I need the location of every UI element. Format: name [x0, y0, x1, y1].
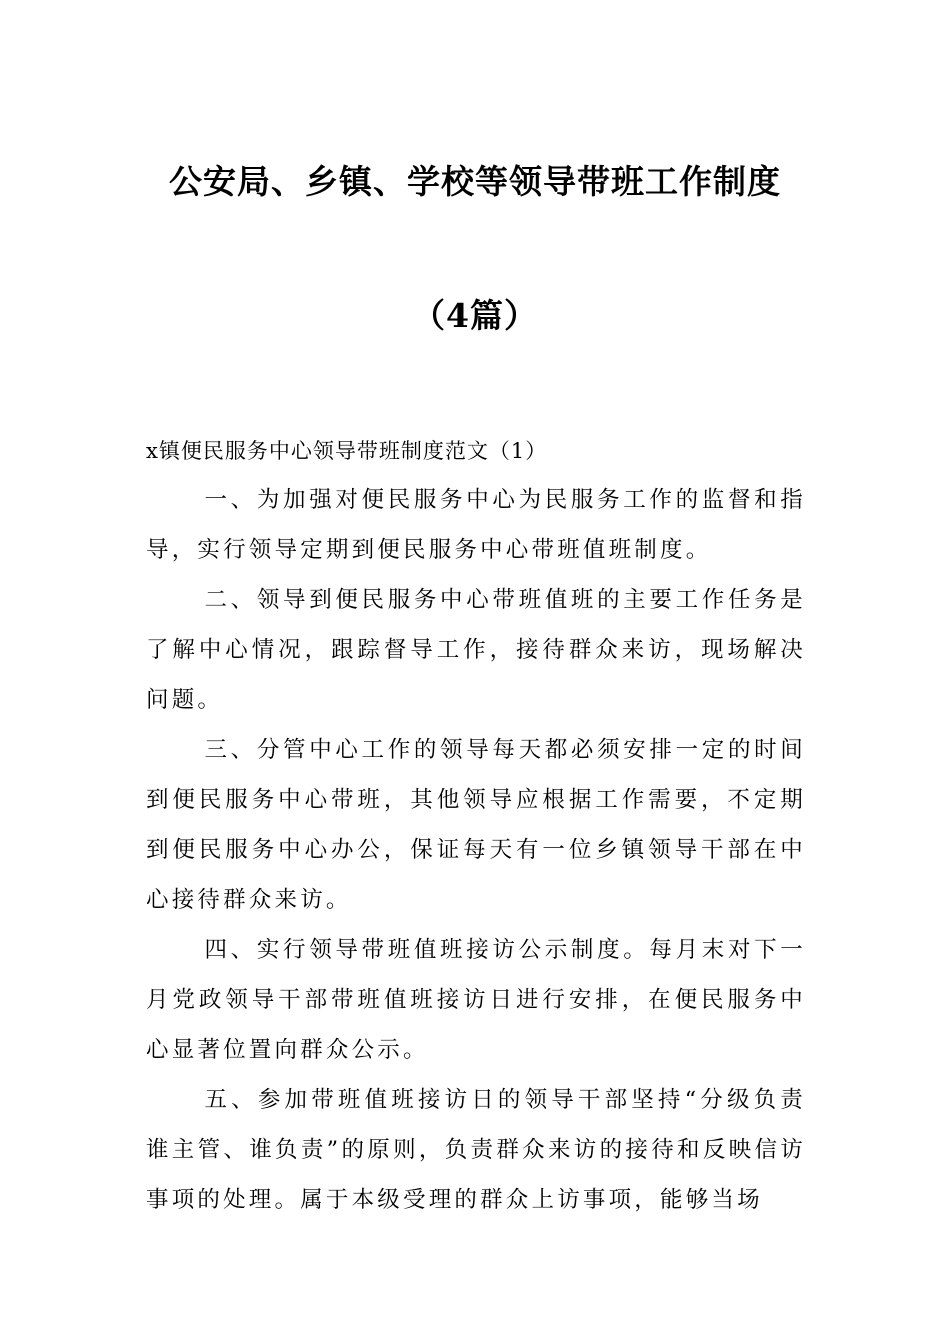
document-title: 公安局、乡镇、学校等领导带班工作制度: [169, 162, 781, 201]
paragraph: 四、实行领导带班值班接访公示制度。每月末对下一月党政领导干部带班值班接访日进行安排，在便民服务中心显著位置向群众公示。: [146, 937, 806, 1063]
document-body: [146, 475, 806, 1225]
paragraph: 二、领导到便民服务中心带班值班的主要工作任务是了解中心情况，跟踪督导工作，接待群众来访，现场解决问题。: [146, 587, 806, 713]
paragraph: 一、为加强对便民服务中心为民服务工作的监督和指导，实行领导定期到便民服务中心带班值班制度。: [146, 487, 806, 563]
paragraph: 三、分管中心工作的领导每天都必须安排一定的时间到便民服务中心带班，其他领导应根据工作需要，不定期到便民服务中心办公，保证每天有一位乡镇领导干部在中心接待群众来访。: [146, 737, 806, 913]
section-heading: x镇便民服务中心领导带班制度范文（1）: [146, 439, 548, 463]
document-subtitle: （4篇）: [412, 296, 538, 335]
paragraph: 五、参加带班值班接访日的领导干部坚持“分级负责谁主管、谁负责”的原则，负责群众来访的接待和反映信访事项的处理。属于本级受理的群众上访事项，能够当场: [146, 1087, 806, 1213]
